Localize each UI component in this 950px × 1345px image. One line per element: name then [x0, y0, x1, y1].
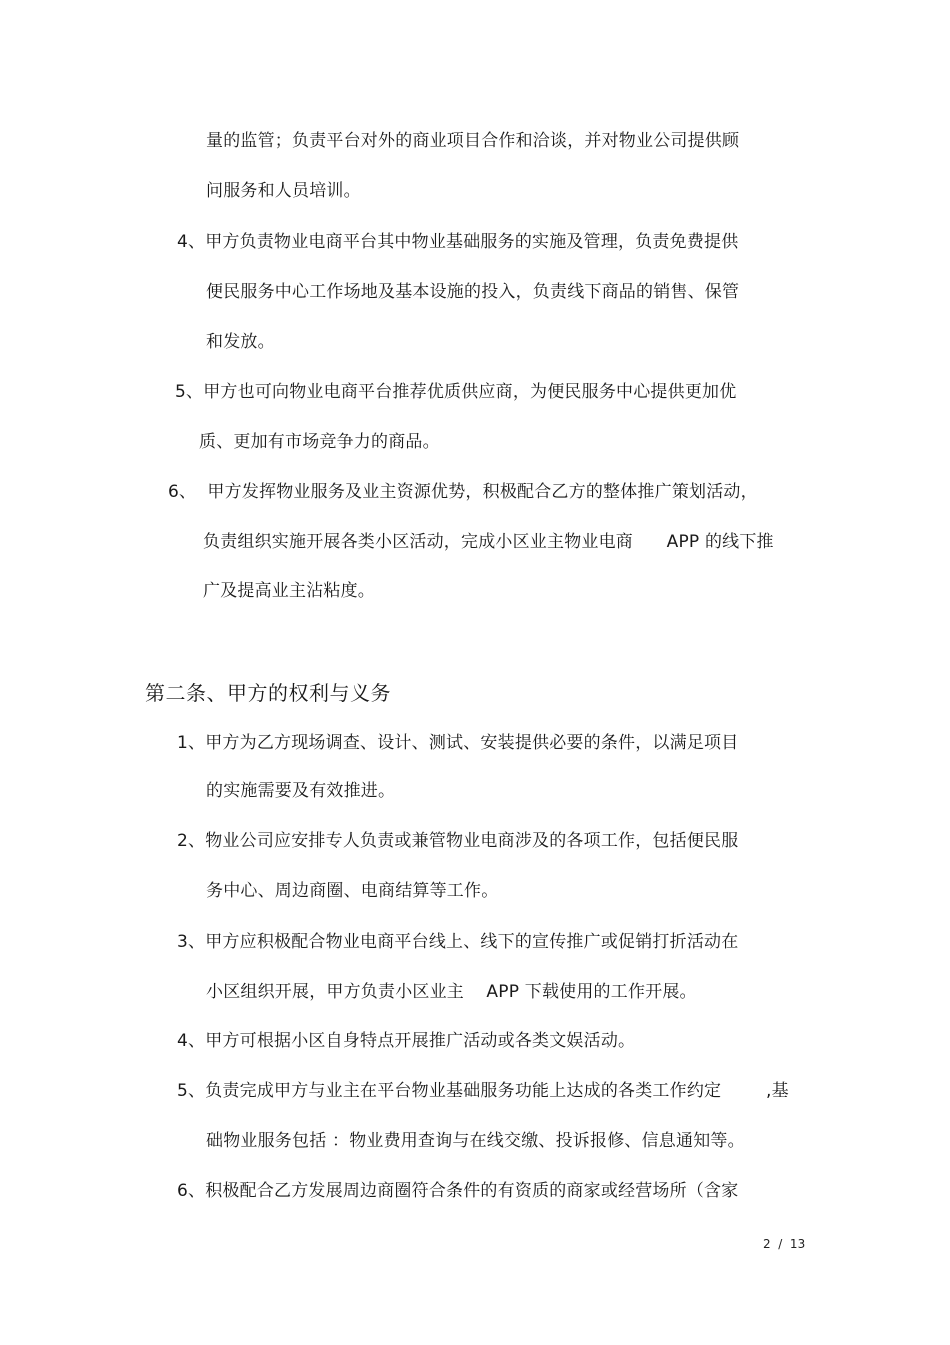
- text-line: 广及提高业主沾粘度。: [203, 581, 375, 601]
- text-line: 负责组织实施开展各类小区活动，完成小区业主物业电商 APP 的线下推: [203, 532, 774, 552]
- list-item-3: 3、甲方应积极配合物业电商平台线上、线下的宣传推广或促销打折活动在: [177, 932, 739, 952]
- text-line: 质、更加有市场竞争力的商品。: [199, 432, 440, 452]
- section-heading: 第二条、甲方的权利与义务: [145, 681, 391, 705]
- text-line: 和发放。: [206, 332, 275, 352]
- text-line: 小区组织开展，甲方负责小区业主 APP 下载使用的工作开展。: [206, 982, 697, 1002]
- text-line: 量的监管；负责平台对外的商业项目合作和洽谈，并对物业公司提供顾: [206, 131, 740, 151]
- list-item-6: 6、 甲方发挥物业服务及业主资源优势，积极配合乙方的整体推广策划活动，: [168, 482, 758, 502]
- list-item-5: 5、甲方也可向物业电商平台推荐优质供应商，为便民服务中心提供更加优: [175, 382, 737, 402]
- text-line: 的实施需要及有效推进。: [206, 781, 396, 801]
- page-number: 2 / 13: [763, 1237, 806, 1251]
- text-line: 础物业服务包括 ：物业费用查询与在线交缴、投诉报修、信息通知等。: [206, 1131, 745, 1151]
- text-line: 问服务和人员培训。: [206, 181, 361, 201]
- list-item-5: 5、负责完成甲方与业主在平台物业基础服务功能上达成的各类工作约定 ,基: [177, 1081, 789, 1101]
- text-line: 务中心、周边商圈、电商结算等工作。: [206, 881, 499, 901]
- list-item-2: 2、物业公司应安排专人负责或兼管物业电商涉及的各项工作，包括便民服: [177, 831, 739, 851]
- list-item-6: 6、积极配合乙方发展周边商圈符合条件的有资质的商家或经营场所（含家: [177, 1181, 739, 1201]
- text-line: 便民服务中心工作场地及基本设施的投入，负责线下商品的销售、保管: [206, 282, 740, 302]
- list-item-4: 4、甲方可根据小区自身特点开展推广活动或各类文娱活动。: [177, 1031, 636, 1051]
- list-item-1: 1、甲方为乙方现场调查、设计、测试、安装提供必要的条件，以满足项目: [177, 733, 739, 753]
- list-item-4: 4、甲方负责物业电商平台其中物业基础服务的实施及管理，负责免费提供: [177, 232, 739, 252]
